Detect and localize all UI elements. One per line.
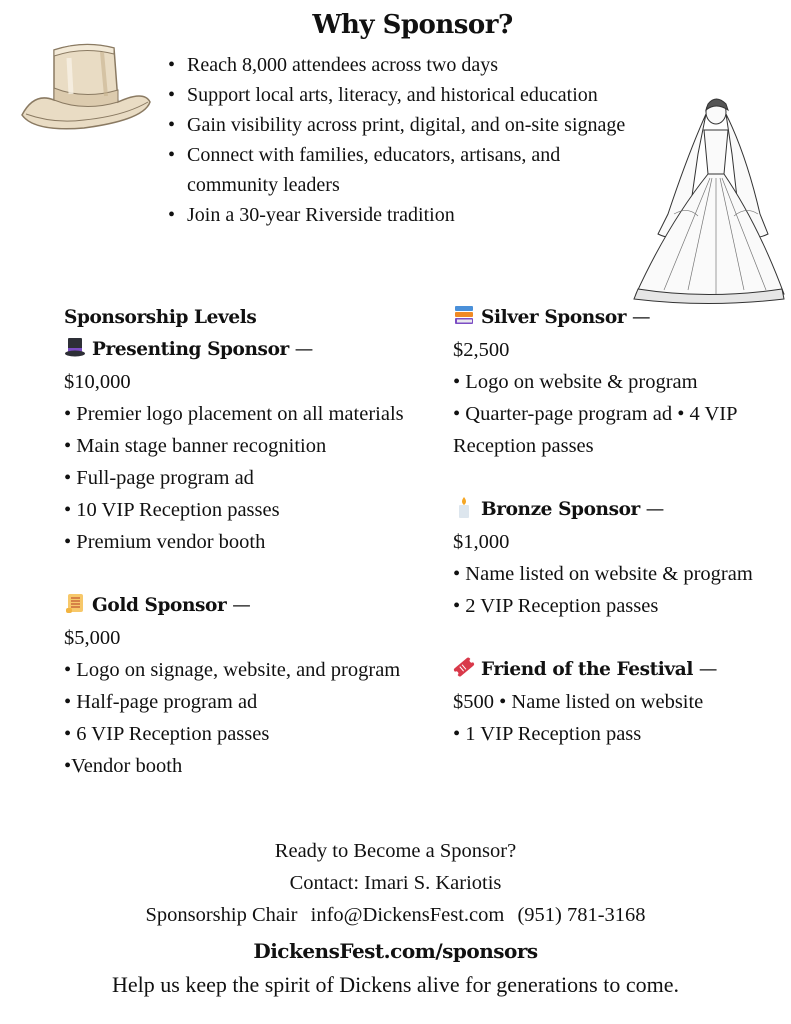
tier-benefit: • Premium vendor booth bbox=[64, 531, 266, 553]
tier-benefit: • Quarter-page program ad • 4 VIP Reception passes bbox=[453, 403, 737, 457]
tier-price: $5,000 bbox=[64, 627, 121, 649]
top-hat-emoji-icon bbox=[64, 336, 86, 358]
tier-name: Gold Sponsor bbox=[92, 595, 227, 616]
victorian-dress-illustration bbox=[628, 94, 788, 304]
contact-phone[interactable]: (951) 781-3168 bbox=[517, 904, 646, 926]
tier-benefit: • 10 VIP Reception passes bbox=[64, 499, 280, 521]
tier-benefit: • Logo on website & program bbox=[453, 371, 698, 393]
tier-gold bbox=[64, 590, 424, 782]
tier-price: $500 bbox=[453, 691, 494, 713]
tier-benefit: • Logo on signage, website, and program bbox=[64, 659, 401, 681]
tier-name: Bronze Sponsor bbox=[481, 499, 640, 520]
tier-benefit: • 1 VIP Reception pass bbox=[453, 723, 642, 745]
sponsorship-levels-heading: Sponsorship Levels bbox=[64, 307, 257, 328]
tier-price: $1,000 bbox=[453, 531, 510, 553]
sponsorship-levels-right-column bbox=[453, 302, 783, 750]
candle-emoji-icon bbox=[453, 496, 475, 518]
tier-benefit: •Vendor booth bbox=[64, 755, 183, 777]
tier-silver bbox=[453, 302, 783, 462]
scroll-emoji-icon bbox=[64, 592, 86, 614]
sponsors-url[interactable]: DickensFest.com/sponsors bbox=[253, 939, 538, 963]
why-item: • Support local arts, literacy, and historical education bbox=[166, 80, 636, 110]
tier-benefit: • Half-page program ad bbox=[64, 691, 258, 713]
tier-benefit: • 6 VIP Reception passes bbox=[64, 723, 270, 745]
why-item: • Gain visibility across print, digital, and on-site signage bbox=[166, 110, 636, 140]
tier-heading: Silver Sponsor — bbox=[453, 302, 783, 334]
tier-benefit: • Main stage banner recognition bbox=[64, 435, 327, 457]
cta-heading: Ready to Become a Sponsor? bbox=[274, 840, 517, 862]
contact-email[interactable]: info@DickensFest.com bbox=[310, 904, 505, 926]
tagline: Help us keep the spirit of Dickens alive for generations to come. bbox=[112, 972, 679, 997]
books-emoji-icon bbox=[453, 304, 475, 326]
why-item: • Connect with families, educators, artisans, and community leaders bbox=[166, 140, 636, 200]
contact-details bbox=[0, 904, 791, 927]
tier-friend bbox=[453, 654, 783, 750]
contact-name: Contact: Imari S. Kariotis bbox=[289, 872, 502, 894]
tier-name: Friend of the Festival bbox=[481, 659, 693, 680]
tier-benefit: • Name listed on website bbox=[494, 691, 704, 713]
why-item: • Join a 30-year Riverside tradition bbox=[166, 200, 636, 230]
tier-heading: Friend of the Festival — bbox=[453, 654, 783, 686]
tier-heading: Bronze Sponsor — bbox=[453, 494, 783, 526]
tier-name: Silver Sponsor bbox=[481, 307, 627, 328]
why-sponsor-list bbox=[166, 50, 636, 230]
tier-benefit: • 2 VIP Reception passes bbox=[453, 595, 659, 617]
sponsorship-levels-left-column bbox=[64, 302, 424, 782]
ticket-emoji-icon bbox=[453, 656, 475, 678]
tier-price: $10,000 bbox=[64, 371, 131, 393]
tier-heading: Presenting Sponsor — bbox=[64, 334, 424, 366]
tier-benefit: • Premier logo placement on all materials bbox=[64, 403, 404, 425]
tier-name: Presenting Sponsor bbox=[92, 339, 289, 360]
tier-bronze bbox=[453, 494, 783, 622]
tier-benefit: • Full-page program ad bbox=[64, 467, 254, 489]
tier-price-line bbox=[453, 686, 783, 718]
tier-presenting bbox=[64, 334, 424, 558]
tier-price: $2,500 bbox=[453, 339, 510, 361]
tier-benefit: • Name listed on website & program bbox=[453, 563, 753, 585]
contact-role: Sponsorship Chair bbox=[145, 904, 298, 926]
tier-heading: Gold Sponsor — bbox=[64, 590, 424, 622]
page-title: Why Sponsor? bbox=[312, 10, 513, 40]
why-item: • Reach 8,000 attendees across two days bbox=[166, 50, 636, 80]
top-hat-illustration bbox=[14, 20, 154, 130]
